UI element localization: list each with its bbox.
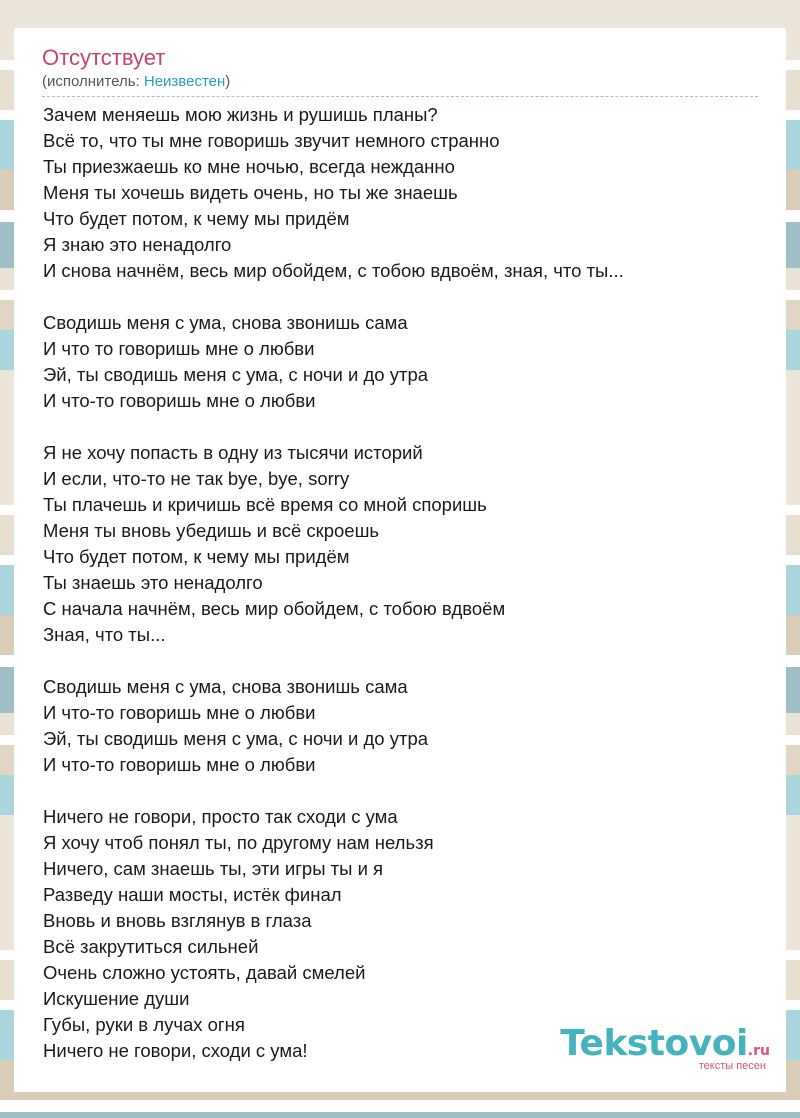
lyric-line: Сводишь меня с ума, снова звонишь сама <box>43 312 408 333</box>
lyric-line: Меня ты хочешь видеть очень, но ты же знаешь <box>43 182 458 203</box>
lyric-line: Меня ты вновь убедишь и всё скроешь <box>43 520 380 541</box>
lyric-line: Ничего, сам знаешь ты, эти игры ты и я <box>43 858 384 879</box>
site-logo[interactable] <box>560 1023 770 1072</box>
lyric-line: Эй, ты сводишь меня с ума, с ночи и до утра <box>43 728 429 749</box>
lyric-line: Что будет потом, к чему мы придём <box>43 208 350 229</box>
logo-tagline: тексты песен <box>698 1060 766 1072</box>
lyric-line: Я не хочу попасть в одну из тысячи историй <box>43 442 423 463</box>
lyric-line: Разведу наши мосты, истёк финал <box>43 884 342 905</box>
artist-line <box>42 72 758 97</box>
lyric-line: Всё то, что ты мне говоришь звучит немного странно <box>43 130 500 151</box>
lyric-line: Всё закрутиться сильней <box>43 936 259 957</box>
stanza-gap <box>43 414 759 440</box>
artist-prefix: (исполнитель: <box>42 73 144 90</box>
lyric-line: И если, что-то не так bye, bye, sorry <box>43 468 350 489</box>
lyric-line: Сводишь меня с ума, снова звонишь сама <box>43 676 408 697</box>
lyric-line: С начала начнём, весь мир обойдем, с тобою вдвоём <box>43 598 506 619</box>
lyric-line: Губы, руки в лучах огня <box>43 1014 245 1035</box>
lyric-line: Я знаю это ненадолго <box>43 234 232 255</box>
lyric-line: Зная, что ты... <box>43 624 166 645</box>
stanza-2 <box>43 310 759 414</box>
lyric-line: Я хочу чтоб понял ты, по другому нам нельзя <box>43 832 434 853</box>
lyric-line: Эй, ты сводишь меня с ума, с ночи и до утра <box>43 364 429 385</box>
lyric-line: Ничего не говори, сходи с ума! <box>43 1040 308 1061</box>
stanza-1 <box>43 102 759 284</box>
artist-suffix: ) <box>225 73 231 90</box>
lyrics-body <box>43 102 759 1064</box>
lyric-line: И что то говоришь мне о любви <box>43 338 315 359</box>
stanza-gap <box>43 778 759 804</box>
lyric-line: И снова начнём, весь мир обойдем, с тобою вдвоём, зная, что ты... <box>43 260 624 281</box>
lyrics-page <box>14 28 786 1092</box>
lyric-line: И что-то говоришь мне о любви <box>43 702 316 723</box>
logo-tld: .ru <box>747 1043 770 1059</box>
song-header <box>42 44 758 97</box>
lyric-line: И что-то говоришь мне о любви <box>43 754 316 775</box>
lyric-line: Ничего не говори, просто так сходи с ума <box>43 806 398 827</box>
lyric-line: Искушение души <box>43 988 190 1009</box>
lyric-line: Очень сложно устоять, давай смелей <box>43 962 366 983</box>
artist-link[interactable]: Неизвестен <box>143 73 226 90</box>
logo-name: Tekstovoi <box>560 1023 748 1064</box>
stanza-3 <box>43 440 759 648</box>
lyric-line: Вновь и вновь взглянув в глаза <box>43 910 312 931</box>
lyric-line: Ты знаешь это ненадолго <box>43 572 263 593</box>
stanza-gap <box>43 648 759 674</box>
lyric-line: Зачем меняешь мою жизнь и рушишь планы? <box>43 104 438 125</box>
lyric-line: Ты плачешь и кричишь всё время со мной споришь <box>43 494 487 515</box>
lyric-line: Что будет потом, к чему мы придём <box>43 546 350 567</box>
stanza-4 <box>43 674 759 778</box>
song-title: Отсутствует <box>42 45 166 70</box>
logo-wordmark <box>560 1023 770 1064</box>
lyric-line: Ты приезжаешь ко мне ночью, всегда нежданно <box>43 156 455 177</box>
stanza-gap <box>43 284 759 310</box>
lyric-line: И что-то говоришь мне о любви <box>43 390 316 411</box>
